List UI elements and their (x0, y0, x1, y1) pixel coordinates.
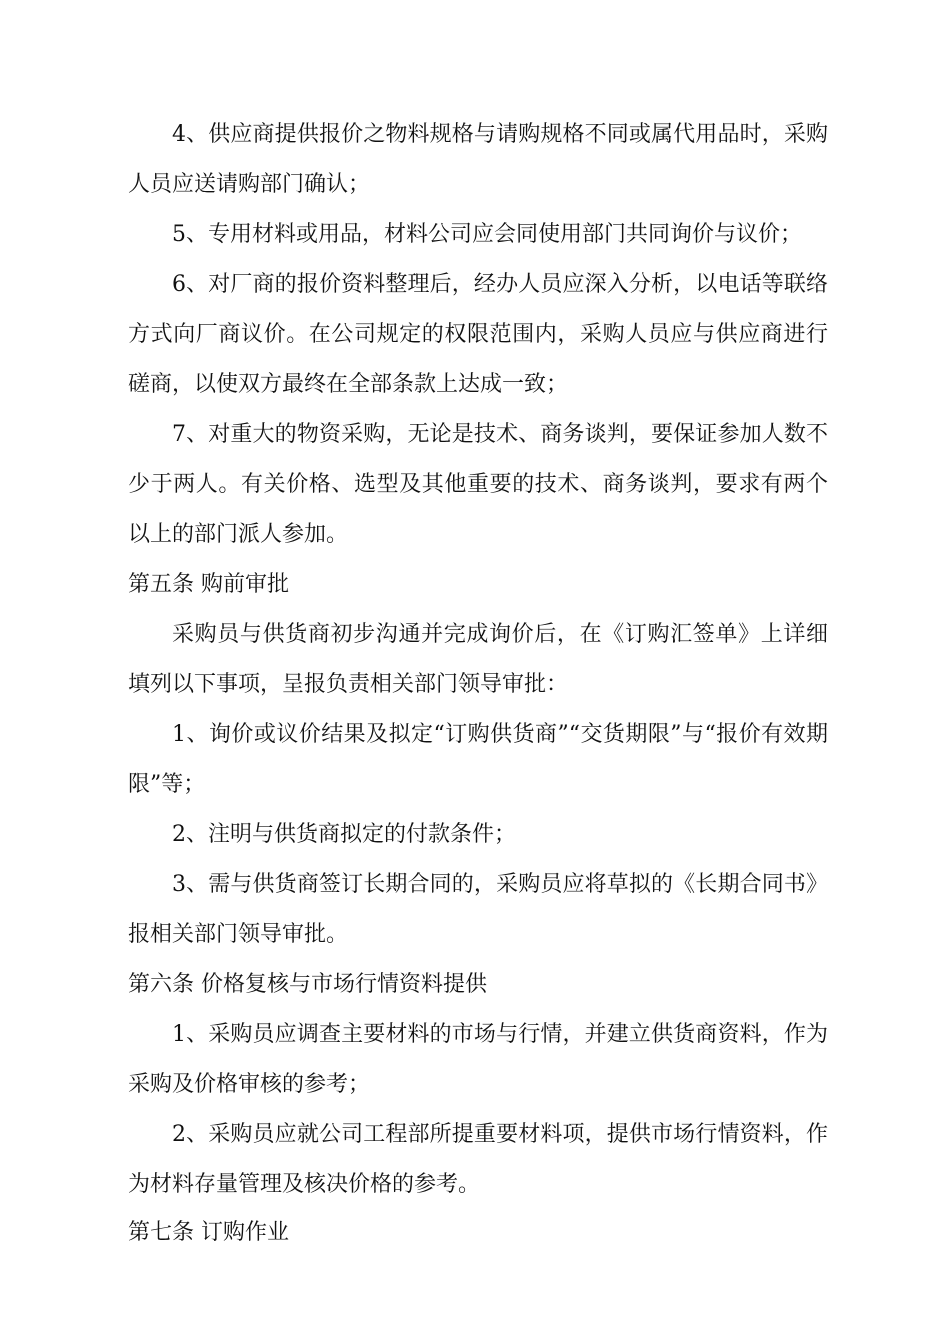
section-5-item-3: 3、需与供货商签订长期合同的，采购员应将草拟的《长期合同书》报相关部门领导审批。 (128, 872, 828, 947)
section-5-intro: 采购员与供货商初步沟通并完成询价后，在《订购汇签单》上详细填列以下事项，呈报负责相关部门领导审批： (128, 622, 828, 697)
paragraph-item-7: 7、对重大的物资采购，无论是技术、商务谈判，要保证参加人数不少于两人。有关价格、选型及其他重要的技术、商务谈判，要求有两个以上的部门派人参加。 (128, 422, 828, 547)
section-6-item-2: 2、采购员应就公司工程部所提重要材料项，提供市场行情资料，作为材料存量管理及核决价格的参考。 (128, 1122, 828, 1197)
section-heading-6: 第六条 价格复核与市场行情资料提供 (128, 972, 487, 997)
section-heading-5: 第五条 购前审批 (128, 572, 289, 597)
paragraph-item-6: 6、对厂商的报价资料整理后，经办人员应深入分析，以电话等联络方式向厂商议价。在公司规定的权限范围内，采购人员应与供应商进行磋商，以使双方最终在全部条款上达成一致； (128, 272, 828, 397)
paragraph-item-4: 4、供应商提供报价之物料规格与请购规格不同或属代用品时，采购人员应送请购部门确认； (128, 122, 828, 197)
section-5-item-2: 2、注明与供货商拟定的付款条件； (172, 822, 516, 847)
paragraph-item-5: 5、专用材料或用品，材料公司应会同使用部门共同询价与议价； (172, 222, 802, 247)
section-5-item-1: 1、询价或议价结果及拟定“订购供货商”“交货期限”与“报价有效期限”等； (128, 722, 829, 797)
section-6-item-1: 1、采购员应调查主要材料的市场与行情，并建立供货商资料，作为采购及价格审核的参考； (128, 1022, 828, 1097)
section-heading-7: 第七条 订购作业 (128, 1220, 289, 1245)
